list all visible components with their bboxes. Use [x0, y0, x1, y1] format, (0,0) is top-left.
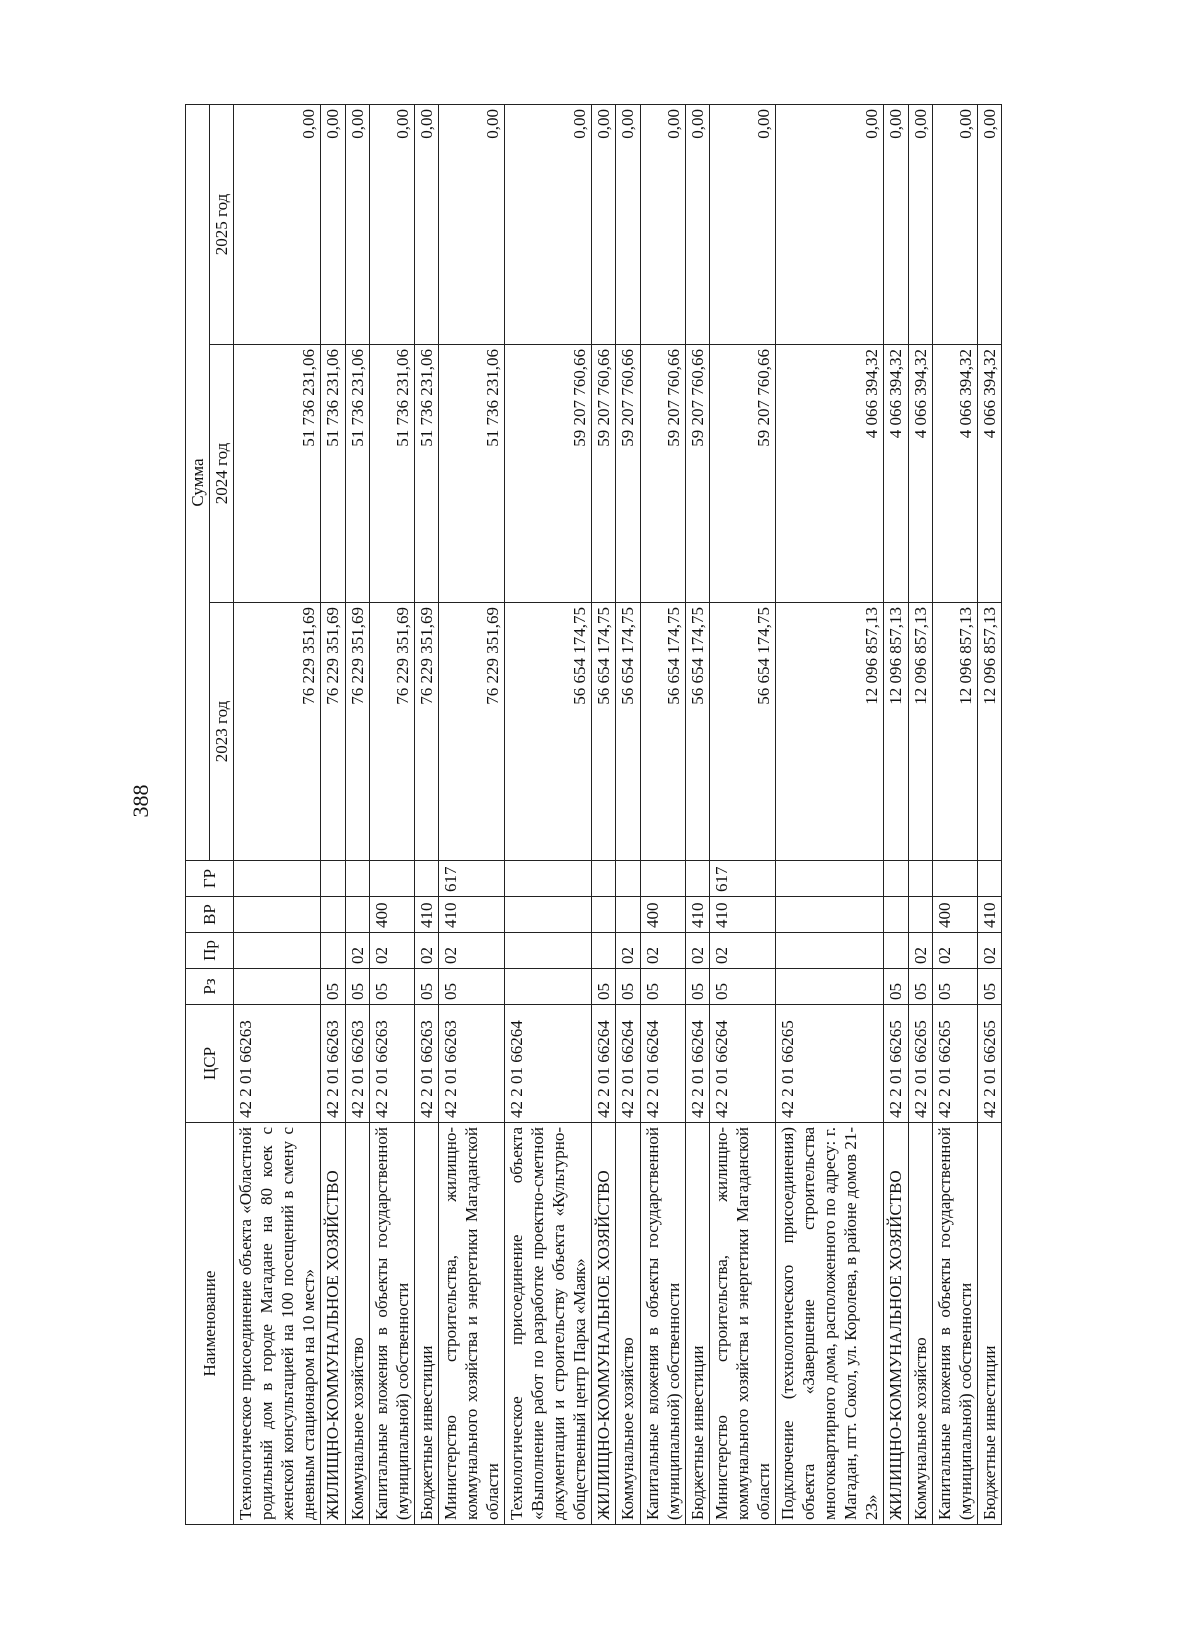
cell-name: Технологическое присоединение объекта «Выполнение работ по разработке проектно-сметной документации и строительству объекта «Культурно-общественный центр Парка «Маяк» — [505, 1123, 592, 1525]
cell-pr — [321, 933, 345, 969]
cell-rz: 05 — [345, 969, 369, 1005]
cell-gr — [592, 861, 616, 897]
cell-csr: 42 2 01 66264 — [505, 1005, 592, 1123]
cell-name: Капитальные вложения в объекты государственной (муниципальной) собственности — [932, 1123, 977, 1525]
cell-gr — [932, 861, 977, 897]
cell-sum-2023: 76 229 351,69 — [438, 603, 504, 861]
cell-name: ЖИЛИЩНО-КОММУНАЛЬНОЕ ХОЗЯЙСТВО — [884, 1123, 908, 1525]
cell-pr: 02 — [640, 933, 685, 969]
cell-sum-2024: 51 736 231,06 — [345, 345, 369, 603]
cell-sum-2023: 76 229 351,69 — [414, 603, 438, 861]
cell-name: Коммунальное хозяйство — [908, 1123, 932, 1525]
cell-pr — [776, 933, 884, 969]
table-row — [908, 105, 932, 1525]
cell-sum-2025: 0,00 — [908, 105, 932, 345]
cell-rz: 05 — [908, 969, 932, 1005]
table-row — [345, 105, 369, 1525]
cell-sum-2024: 59 207 760,66 — [685, 345, 709, 603]
cell-sum-2024: 4 066 394,32 — [776, 345, 884, 603]
cell-csr: 42 2 01 66265 — [776, 1005, 884, 1123]
cell-sum-2025: 0,00 — [709, 105, 775, 345]
cell-sum-2024: 59 207 760,66 — [640, 345, 685, 603]
table-row — [505, 105, 592, 1525]
cell-sum-2025: 0,00 — [345, 105, 369, 345]
cell-csr: 42 2 01 66265 — [932, 1005, 977, 1123]
cell-name: Подключение (технологического присоединения) объекта «Завершение строительства многоквартирного дома, расположенного по адресу: г. Магадан, пгт. Сокол, ул. Королева, в районе домов 21-23» — [776, 1123, 884, 1525]
cell-rz — [776, 969, 884, 1005]
cell-sum-2025: 0,00 — [414, 105, 438, 345]
cell-sum-2023: 56 654 174,75 — [685, 603, 709, 861]
cell-sum-2025: 0,00 — [505, 105, 592, 345]
cell-pr: 02 — [414, 933, 438, 969]
cell-sum-2023: 12 096 857,13 — [932, 603, 977, 861]
cell-rz: 05 — [616, 969, 640, 1005]
cell-sum-2023: 76 229 351,69 — [321, 603, 345, 861]
header-vr: ВР — [186, 897, 234, 933]
cell-vr — [345, 897, 369, 933]
table-row — [709, 105, 775, 1525]
cell-pr — [234, 933, 321, 969]
cell-vr — [505, 897, 592, 933]
header-pr: Пр — [186, 933, 234, 969]
cell-gr: 617 — [709, 861, 775, 897]
cell-vr: 410 — [414, 897, 438, 933]
cell-sum-2025: 0,00 — [616, 105, 640, 345]
cell-sum-2023: 56 654 174,75 — [709, 603, 775, 861]
cell-vr — [321, 897, 345, 933]
cell-gr — [234, 861, 321, 897]
cell-sum-2025: 0,00 — [369, 105, 414, 345]
cell-csr: 42 2 01 66265 — [977, 1005, 1001, 1123]
cell-rz: 05 — [369, 969, 414, 1005]
cell-sum-2023: 56 654 174,75 — [505, 603, 592, 861]
cell-csr: 42 2 01 66265 — [884, 1005, 908, 1123]
cell-csr: 42 2 01 66263 — [438, 1005, 504, 1123]
table-row — [977, 105, 1001, 1525]
cell-gr — [640, 861, 685, 897]
cell-pr: 02 — [977, 933, 1001, 969]
cell-sum-2024: 51 736 231,06 — [234, 345, 321, 603]
cell-name: Бюджетные инвестиции — [414, 1123, 438, 1525]
cell-sum-2023: 56 654 174,75 — [592, 603, 616, 861]
cell-csr: 42 2 01 66263 — [345, 1005, 369, 1123]
cell-gr: 617 — [438, 861, 504, 897]
cell-sum-2024: 51 736 231,06 — [438, 345, 504, 603]
cell-name: Бюджетные инвестиции — [977, 1123, 1001, 1525]
table-header — [186, 105, 234, 1525]
cell-name: Бюджетные инвестиции — [685, 1123, 709, 1525]
cell-gr — [908, 861, 932, 897]
cell-pr: 02 — [616, 933, 640, 969]
cell-sum-2023: 12 096 857,13 — [977, 603, 1001, 861]
cell-sum-2023: 76 229 351,69 — [369, 603, 414, 861]
cell-pr: 02 — [709, 933, 775, 969]
cell-csr: 42 2 01 66264 — [616, 1005, 640, 1123]
cell-sum-2024: 59 207 760,66 — [616, 345, 640, 603]
cell-pr — [592, 933, 616, 969]
cell-sum-2025: 0,00 — [884, 105, 908, 345]
cell-sum-2024: 59 207 760,66 — [505, 345, 592, 603]
cell-vr: 400 — [369, 897, 414, 933]
cell-gr — [414, 861, 438, 897]
cell-sum-2025: 0,00 — [592, 105, 616, 345]
header-2023: 2023 год — [210, 603, 234, 861]
rotated-table-wrapper — [185, 105, 1065, 1525]
cell-rz: 05 — [414, 969, 438, 1005]
cell-pr: 02 — [369, 933, 414, 969]
table-row — [932, 105, 977, 1525]
cell-rz: 05 — [884, 969, 908, 1005]
cell-sum-2025: 0,00 — [234, 105, 321, 345]
table-row — [234, 105, 321, 1525]
cell-pr: 02 — [932, 933, 977, 969]
cell-csr: 42 2 01 66264 — [685, 1005, 709, 1123]
cell-sum-2023: 12 096 857,13 — [776, 603, 884, 861]
cell-pr: 02 — [438, 933, 504, 969]
cell-sum-2024: 59 207 760,66 — [709, 345, 775, 603]
cell-rz: 05 — [438, 969, 504, 1005]
cell-pr — [505, 933, 592, 969]
table-row — [640, 105, 685, 1525]
cell-sum-2024: 4 066 394,32 — [932, 345, 977, 603]
header-2024: 2024 год — [210, 345, 234, 603]
table-row — [438, 105, 504, 1525]
cell-vr — [234, 897, 321, 933]
cell-rz: 05 — [932, 969, 977, 1005]
header-rz: Рз — [186, 969, 234, 1005]
header-2025: 2025 год — [210, 105, 234, 345]
cell-vr — [592, 897, 616, 933]
cell-sum-2024: 4 066 394,32 — [908, 345, 932, 603]
cell-sum-2025: 0,00 — [932, 105, 977, 345]
cell-pr: 02 — [685, 933, 709, 969]
cell-sum-2023: 56 654 174,75 — [640, 603, 685, 861]
cell-name: ЖИЛИЩНО-КОММУНАЛЬНОЕ ХОЗЯЙСТВО — [321, 1123, 345, 1525]
cell-sum-2025: 0,00 — [438, 105, 504, 345]
cell-rz: 05 — [709, 969, 775, 1005]
cell-sum-2023: 12 096 857,13 — [908, 603, 932, 861]
header-csr: ЦСР — [186, 1005, 234, 1123]
cell-sum-2023: 12 096 857,13 — [884, 603, 908, 861]
cell-rz: 05 — [685, 969, 709, 1005]
cell-csr: 42 2 01 66263 — [369, 1005, 414, 1123]
cell-name: Министерство строительства, жилищно-коммунального хозяйства и энергетики Магаданской области — [709, 1123, 775, 1525]
cell-pr — [884, 933, 908, 969]
table-row — [685, 105, 709, 1525]
cell-sum-2024: 4 066 394,32 — [884, 345, 908, 603]
header-sum: Сумма — [186, 105, 210, 861]
cell-vr — [776, 897, 884, 933]
table-row — [776, 105, 884, 1525]
cell-vr — [616, 897, 640, 933]
cell-vr — [908, 897, 932, 933]
table-row — [592, 105, 616, 1525]
budget-table — [185, 104, 1002, 1525]
cell-name: Капитальные вложения в объекты государственной (муниципальной) собственности — [640, 1123, 685, 1525]
cell-gr — [884, 861, 908, 897]
cell-rz — [505, 969, 592, 1005]
cell-sum-2025: 0,00 — [685, 105, 709, 345]
cell-gr — [345, 861, 369, 897]
cell-gr — [505, 861, 592, 897]
cell-gr — [321, 861, 345, 897]
header-name: Наименование — [186, 1123, 234, 1525]
cell-csr: 42 2 01 66264 — [592, 1005, 616, 1123]
cell-sum-2024: 4 066 394,32 — [977, 345, 1001, 603]
cell-vr: 400 — [640, 897, 685, 933]
cell-csr: 42 2 01 66264 — [640, 1005, 685, 1123]
cell-sum-2024: 51 736 231,06 — [414, 345, 438, 603]
cell-name: Коммунальное хозяйство — [616, 1123, 640, 1525]
table-row — [369, 105, 414, 1525]
cell-vr: 410 — [977, 897, 1001, 933]
cell-name: Министерство строительства, жилищно-коммунального хозяйства и энергетики Магаданской области — [438, 1123, 504, 1525]
cell-pr: 02 — [345, 933, 369, 969]
cell-vr: 410 — [438, 897, 504, 933]
cell-gr — [616, 861, 640, 897]
cell-gr — [776, 861, 884, 897]
cell-sum-2024: 51 736 231,06 — [321, 345, 345, 603]
table-row — [321, 105, 345, 1525]
cell-sum-2023: 76 229 351,69 — [234, 603, 321, 861]
cell-csr: 42 2 01 66263 — [234, 1005, 321, 1123]
cell-name: Технологическое присоединение объекта «Областной родильный дом в городе Магадане на 80 коек с женской консультацией на 100 посещений в смену с дневным стационаром на 10 мест» — [234, 1123, 321, 1525]
table-row — [414, 105, 438, 1525]
header-gr: ГР — [186, 861, 234, 897]
table-row — [616, 105, 640, 1525]
cell-vr: 400 — [932, 897, 977, 933]
cell-sum-2023: 56 654 174,75 — [616, 603, 640, 861]
cell-sum-2025: 0,00 — [321, 105, 345, 345]
cell-rz: 05 — [592, 969, 616, 1005]
cell-csr: 42 2 01 66265 — [908, 1005, 932, 1123]
page-number: 388 — [128, 784, 153, 818]
cell-vr — [884, 897, 908, 933]
cell-rz — [234, 969, 321, 1005]
cell-name: ЖИЛИЩНО-КОММУНАЛЬНОЕ ХОЗЯЙСТВО — [592, 1123, 616, 1525]
cell-sum-2025: 0,00 — [977, 105, 1001, 345]
cell-sum-2024: 59 207 760,66 — [592, 345, 616, 603]
cell-gr — [977, 861, 1001, 897]
cell-csr: 42 2 01 66263 — [414, 1005, 438, 1123]
cell-rz: 05 — [321, 969, 345, 1005]
cell-vr: 410 — [709, 897, 775, 933]
cell-csr: 42 2 01 66263 — [321, 1005, 345, 1123]
cell-gr — [369, 861, 414, 897]
cell-sum-2025: 0,00 — [640, 105, 685, 345]
table-body — [234, 105, 1002, 1525]
cell-rz: 05 — [640, 969, 685, 1005]
cell-name: Коммунальное хозяйство — [345, 1123, 369, 1525]
cell-sum-2023: 76 229 351,69 — [345, 603, 369, 861]
cell-name: Капитальные вложения в объекты государственной (муниципальной) собственности — [369, 1123, 414, 1525]
cell-csr: 42 2 01 66264 — [709, 1005, 775, 1123]
cell-sum-2025: 0,00 — [776, 105, 884, 345]
cell-sum-2024: 51 736 231,06 — [369, 345, 414, 603]
cell-vr: 410 — [685, 897, 709, 933]
cell-rz: 05 — [977, 969, 1001, 1005]
table-row — [884, 105, 908, 1525]
cell-pr: 02 — [908, 933, 932, 969]
cell-gr — [685, 861, 709, 897]
